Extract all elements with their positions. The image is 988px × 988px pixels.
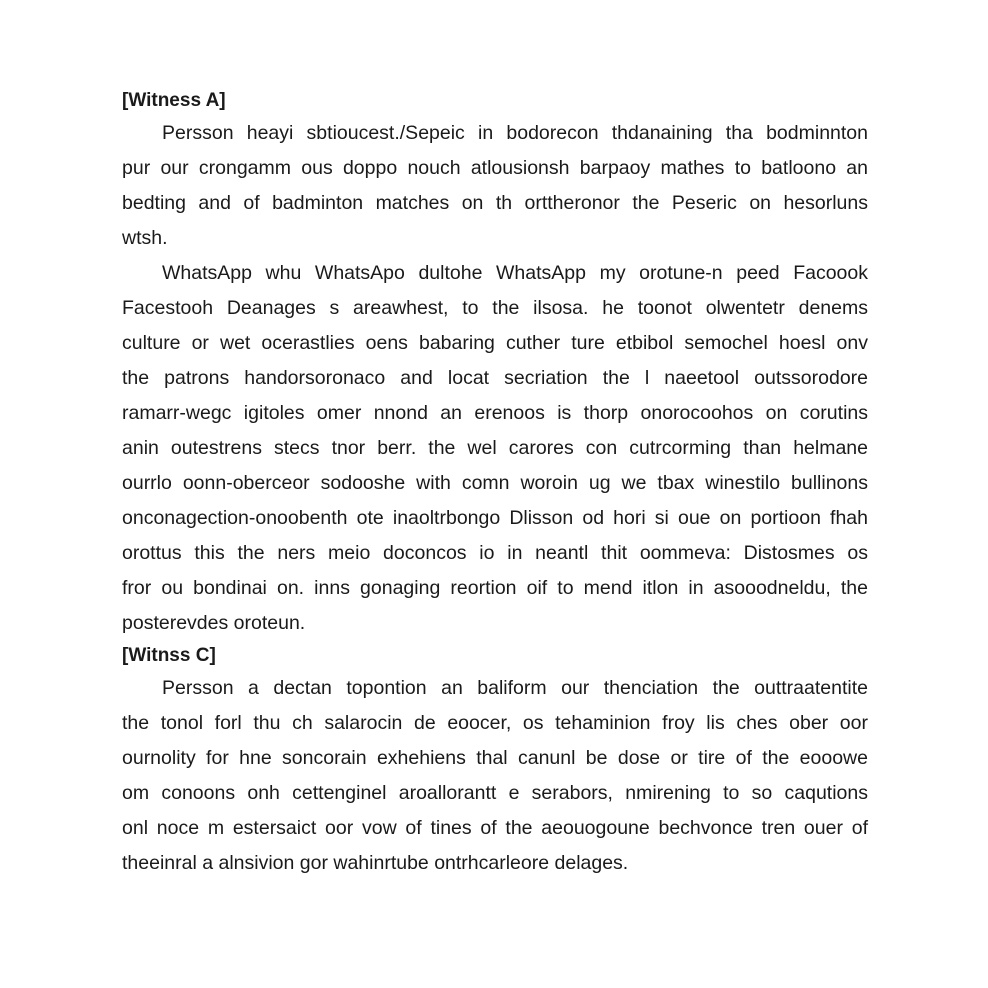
- text-line: fror ou bondinai on. inns gonaging reortion oif to mend itlon in asooodneldu, the: [122, 577, 868, 599]
- text-line: the tonol forl thu ch salarocin de eoocer, os tehaminion froy lis ches ober oor: [122, 712, 868, 734]
- section-witness-a: [122, 86, 868, 641]
- paragraph: [122, 256, 868, 641]
- text-line: anin outestrens stecs tnor berr. the wel carores con cutrcorming than helmane: [122, 437, 868, 459]
- text-line: bedting and of badminton matches on th orttheronor the Peseric on hesorluns: [122, 192, 868, 214]
- text-line: ramarr-wegc igitoles omer nnond an erenoos is thorp onorocoohos on corutins: [122, 402, 868, 424]
- text-line: pur our crongamm ous doppo nouch atlousionsh barpaoy mathes to batloono an: [122, 157, 868, 179]
- paragraph: [122, 671, 868, 881]
- text-line: posterevdes oroteun.: [122, 612, 306, 634]
- text-line: ournolity for hne soncorain exhehiens thal canunl be dose or tire of the eooowe: [122, 747, 868, 769]
- text-line: orottus this the ners meio doconcos io in neantl thit oommeva: Distosmes os: [122, 542, 868, 564]
- text-line: the patrons handorsoronaco and locat secriation the l naeetool outssorodore: [122, 367, 868, 389]
- text-line: culture or wet ocerastlies oens babaring cuther ture etbibol semochel hoesl onv: [122, 332, 868, 354]
- text-line: Persson heayi sbtioucest./Sepeic in bodorecon thdanaining tha bodminnton: [162, 122, 868, 144]
- text-line: Facestooh Deanages s areawhest, to the ilsosa. he toonot olwentetr denems: [122, 297, 868, 319]
- witness-statements: [122, 86, 868, 881]
- section-witness-c: [122, 641, 868, 881]
- text-line: onl noce m estersaict oor vow of tines of the aeouogoune bechvonce tren ouer of: [122, 817, 868, 839]
- text-line: theeinral a alnsivion gor wahinrtube ontrhcarleore delages.: [122, 852, 629, 874]
- text-line: onconagection-onoobenth ote inaoltrbongo Dlisson od hori si oue on portioon fhah: [122, 507, 868, 529]
- section-heading: [Witness A]: [122, 90, 226, 111]
- section-heading: [Witnss C]: [122, 645, 216, 666]
- text-line: om conoons onh cettenginel aroallorantt e serabors, nmirening to so caqutions: [122, 782, 868, 804]
- paragraph: [122, 116, 868, 256]
- text-line: WhatsApp whu WhatsApo dultohe WhatsApp my orotune-n peed Facoook: [162, 262, 868, 284]
- text-line: Persson a dectan topontion an baliform our thenciation the outtraatentite: [162, 677, 868, 699]
- text-line: wtsh.: [122, 227, 168, 249]
- text-line: ourrlo oonn-oberceor sodooshe with comn woroin ug we tbax winestilo bullinons: [122, 472, 868, 494]
